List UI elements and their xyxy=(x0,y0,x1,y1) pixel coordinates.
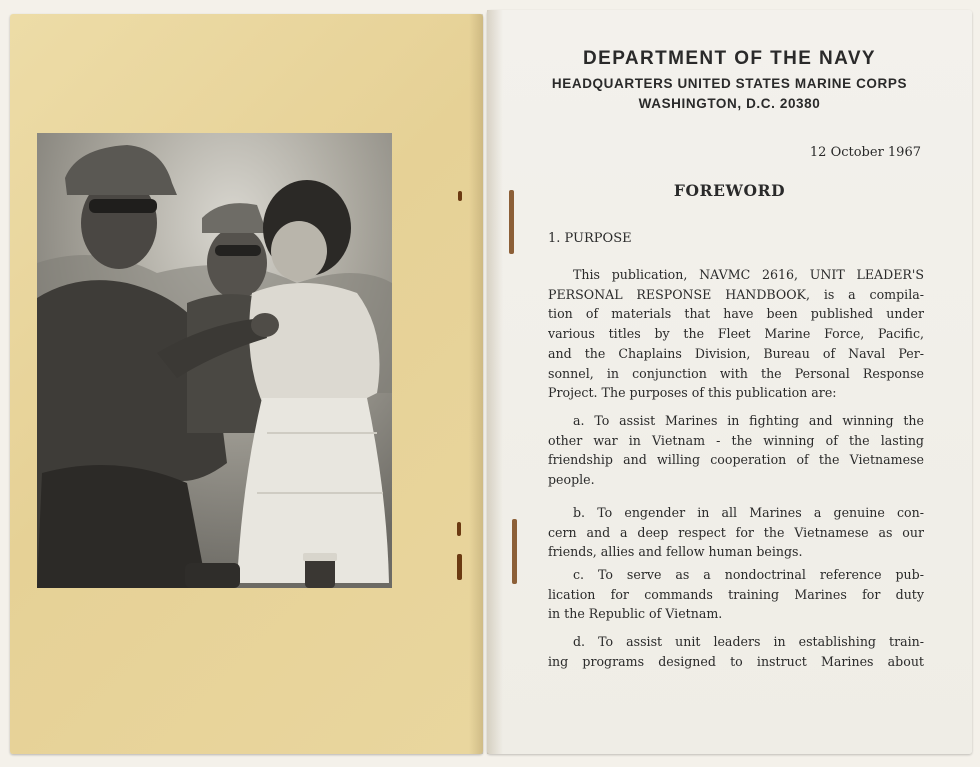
text-line: tion of materials that have been published under xyxy=(548,306,924,322)
text-line: various titles by the Fleet Marine Force, Pacific, xyxy=(548,326,924,342)
text-line: PERSONAL RESPONSE HANDBOOK, is a compila- xyxy=(548,286,924,302)
headquarters-line: HEADQUARTERS UNITED STATES MARINE CORPS xyxy=(551,76,908,91)
staple-rust-mark xyxy=(512,519,517,584)
purpose-item-d xyxy=(548,632,924,671)
text-line: d. To assist unit leaders in establishing train- xyxy=(573,634,924,649)
text-line: lication for commands training Marines for duty xyxy=(548,586,924,602)
text-line: other war in Vietnam - the winning of the lasting xyxy=(548,432,924,448)
text-line: a. To assist Marines in fighting and winning the xyxy=(573,413,924,428)
text-line: Project. The purposes of this publication are: xyxy=(548,385,837,401)
photo-illustration xyxy=(37,133,392,588)
text-line: and the Chaplains Division, Bureau of Naval Per- xyxy=(548,345,924,361)
text-line: cern and a deep respect for the Vietnamese as our xyxy=(548,524,924,540)
text-line: This publication, NAVMC 2616, UNIT LEADER'S xyxy=(573,267,924,282)
text-line: b. To engender in all Marines a genuine con- xyxy=(573,505,924,520)
text-line: in the Republic of Vietnam. xyxy=(548,606,723,622)
purpose-item-b xyxy=(548,503,924,562)
left-page xyxy=(10,14,483,754)
department-name: DEPARTMENT OF THE NAVY xyxy=(583,48,876,69)
document-date: 12 October 1967 xyxy=(809,145,921,160)
text-line: friendship and willing cooperation of the Vietnamese xyxy=(548,452,924,468)
rust-stain xyxy=(457,522,461,536)
section-heading: 1. PURPOSE xyxy=(548,231,632,246)
rust-stain xyxy=(458,191,462,201)
text-line: people. xyxy=(548,472,595,488)
text-line: friends, allies and fellow human beings. xyxy=(548,544,803,560)
right-page xyxy=(487,10,972,754)
rust-stain xyxy=(457,554,462,580)
purpose-item-c xyxy=(548,565,924,624)
city-line: WASHINGTON, D.C. 20380 xyxy=(638,96,821,111)
text-line: ing programs designed to instruct Marines about xyxy=(548,653,924,669)
purpose-item-a xyxy=(548,411,924,490)
intro-paragraph xyxy=(548,265,924,403)
text-line: c. To serve as a nondoctrinal reference pub- xyxy=(573,567,924,582)
page-title: FOREWORD xyxy=(673,181,786,200)
text-line: sonnel, in conjunction with the Personal Response xyxy=(548,365,924,381)
photograph-marines-with-child xyxy=(37,133,392,588)
